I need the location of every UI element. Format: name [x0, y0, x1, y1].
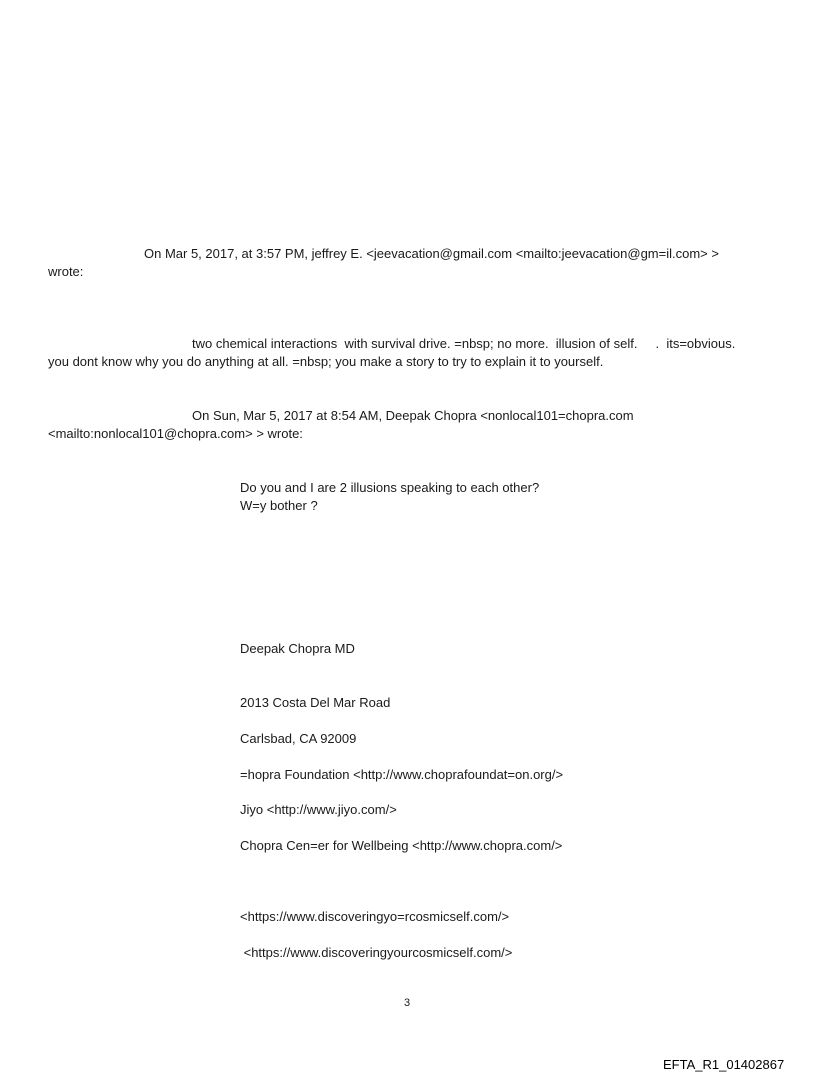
quote-header-wrote: <mailto:nonlocal101@chopra.com> > wrote: — [48, 426, 303, 441]
bates-number: EFTA_R1_01402867 — [663, 1057, 785, 1072]
reply-line: two chemical interactions with survival drive. =nbsp; no more. illusion of self. . its=obvious. — [192, 336, 736, 351]
signature-link: <https://www.discoveringyourcosmicself.com/> — [240, 945, 513, 960]
email-header-wrote: wrote: — [48, 264, 84, 279]
email-header-line: On Mar 5, 2017, at 3:57 PM, jeffrey E. <jeevacation@gmail.com <mailto:jeevacation@gm=il.com> > — [144, 246, 719, 261]
signature-name: Deepak Chopra MD — [240, 641, 355, 656]
signature-link: Jiyo <http://www.jiyo.com/> — [240, 802, 397, 817]
page-number: 3 — [404, 997, 411, 1009]
signature-address: 2013 Costa Del Mar Road — [240, 695, 391, 710]
quoted-message-line: W=y bother ? — [240, 498, 318, 513]
signature-link: =hopra Foundation <http://www.choprafoundat=on.org/> — [240, 767, 564, 782]
quote-header-line: On Sun, Mar 5, 2017 at 8:54 AM, Deepak Chopra <nonlocal101=chopra.com — [192, 408, 634, 423]
quoted-message-line: Do you and I are 2 illusions speaking to each other? — [240, 480, 540, 495]
reply-line: you dont know why you do anything at all. =nbsp; you make a story to try to explain it to yourself. — [48, 354, 604, 369]
signature-link: Chopra Cen=er for Wellbeing <http://www.chopra.com/> — [240, 838, 563, 853]
signature-address: Carlsbad, CA 92009 — [240, 731, 357, 746]
signature-link: <https://www.discoveringyo=rcosmicself.com/> — [240, 909, 510, 924]
